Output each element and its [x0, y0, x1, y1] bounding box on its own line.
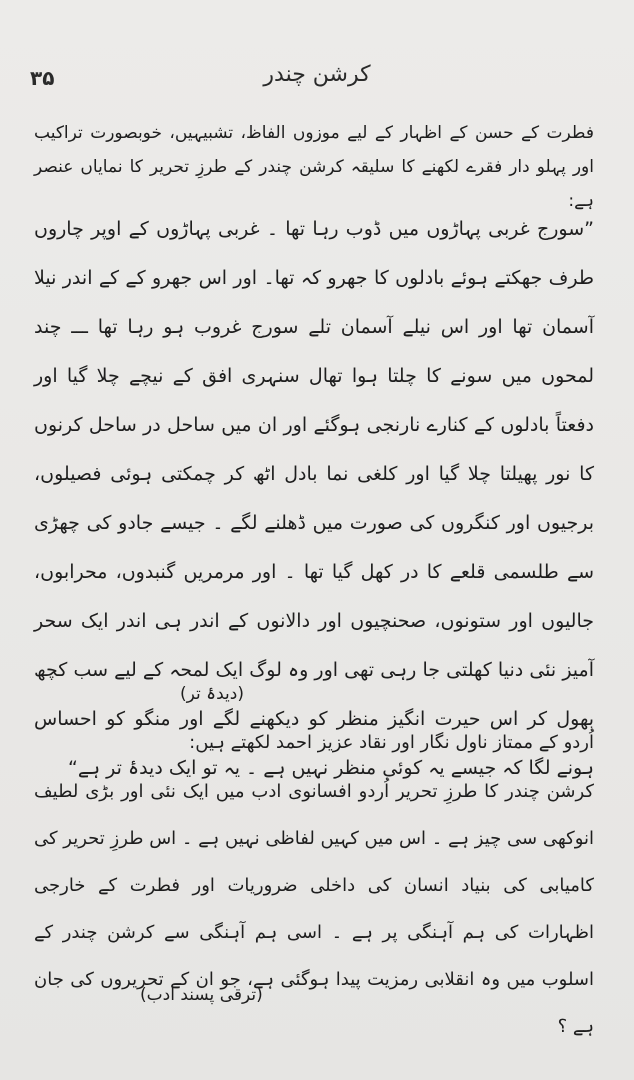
- running-title: کرشن چندر: [263, 62, 371, 87]
- second-intro-paragraph: اُردو کے ممتاز ناول نگار اور نقاد عزیز احمد لکھتے ہیں:: [189, 732, 594, 753]
- intro-paragraph: فطرت کے حسن کے اظہار کے لیے موزوں الفاظ، تشبیہیں، خوبصورت تراکیب اور پہلو دار فقرے لکھنے کا سلیقہ کرشن چندر کے طرزِ تحریر کا نمایاں عنصر ہے:: [34, 123, 594, 211]
- second-quote-source: (ترقی پسند ادب): [140, 985, 263, 1005]
- quote-paragraph: ”سورج غربی پہاڑوں میں ڈوب رہا تھا ۔ غربی پہاڑوں کے اوپر چاروں طرف جھکتے ہوئے بادلوں کا جھرو کہ تھا۔ اور اس جھرو کے کے اندر نیلا آسمان تھا اور اس نیلے آسمان تلے سورج غروب ہو رہا تھا ـــ چند لمحوں میں سونے کا چلتا ہوا تھال سنہری افق کے نیچے چلا گیا اور دفعتاً بادلوں کے کنارے نارنجی ہوگئے اور ان میں ساحل در ساحل کرنوں کا نور پھیلتا چلا گیا اور کلغی نما بادل اٹھ کر چمکتی ہوئی فصیلوں، برجیوں اور کنگروں کی صورت میں ڈھلنے لگے ۔ جیسے جادو کی چھڑی سے طلسمی قلعے کا در کھل گیا تھا ۔ اور مرمریں گنبدوں، محرابوں، جالیوں اور ستونوں، صحنچیوں اور دالانوں کے اندر ہی اندر ایک سحر آمیز نئی دنیا کھلتی جا رہی تھی اور وہ لوگ ایک لمحہ کے لیے سب کچھ بھول کر اس حیرت انگیز منظر کو دیکھنے لگے اور منگو کو احساس ہونے لگا کہ جیسے یہ کوئی منظر نہیں ہے ۔ یہ تو ایک دیدۂ تر ہے“: [34, 218, 594, 779]
- second-quote-paragraph: کرشن چندر کا طرزِ تحریر اُردو افسانوی ادب میں ایک نئی اور بڑی لطیف انوکھی سی چیز ہے ۔ اس میں کہیں لفاظی نہیں ہے ۔ اس طرزِ تحریر کی کامیابی کی بنیاد انسان کی داخلی ضروریات اور فطرت کے خارجی اظہارات کی ہم آہنگی پر ہے ۔ اسی ہم آہنگی سے کرشن چندر کے اسلوب میں وہ انقلابی رمزیت پیدا ہوگئی ہے، جو ان کے تحریروں کی جان ہے ؟: [34, 781, 594, 1037]
- quote-source: (دیدۂ تر): [180, 684, 244, 704]
- page-number: ۳۵: [30, 66, 55, 90]
